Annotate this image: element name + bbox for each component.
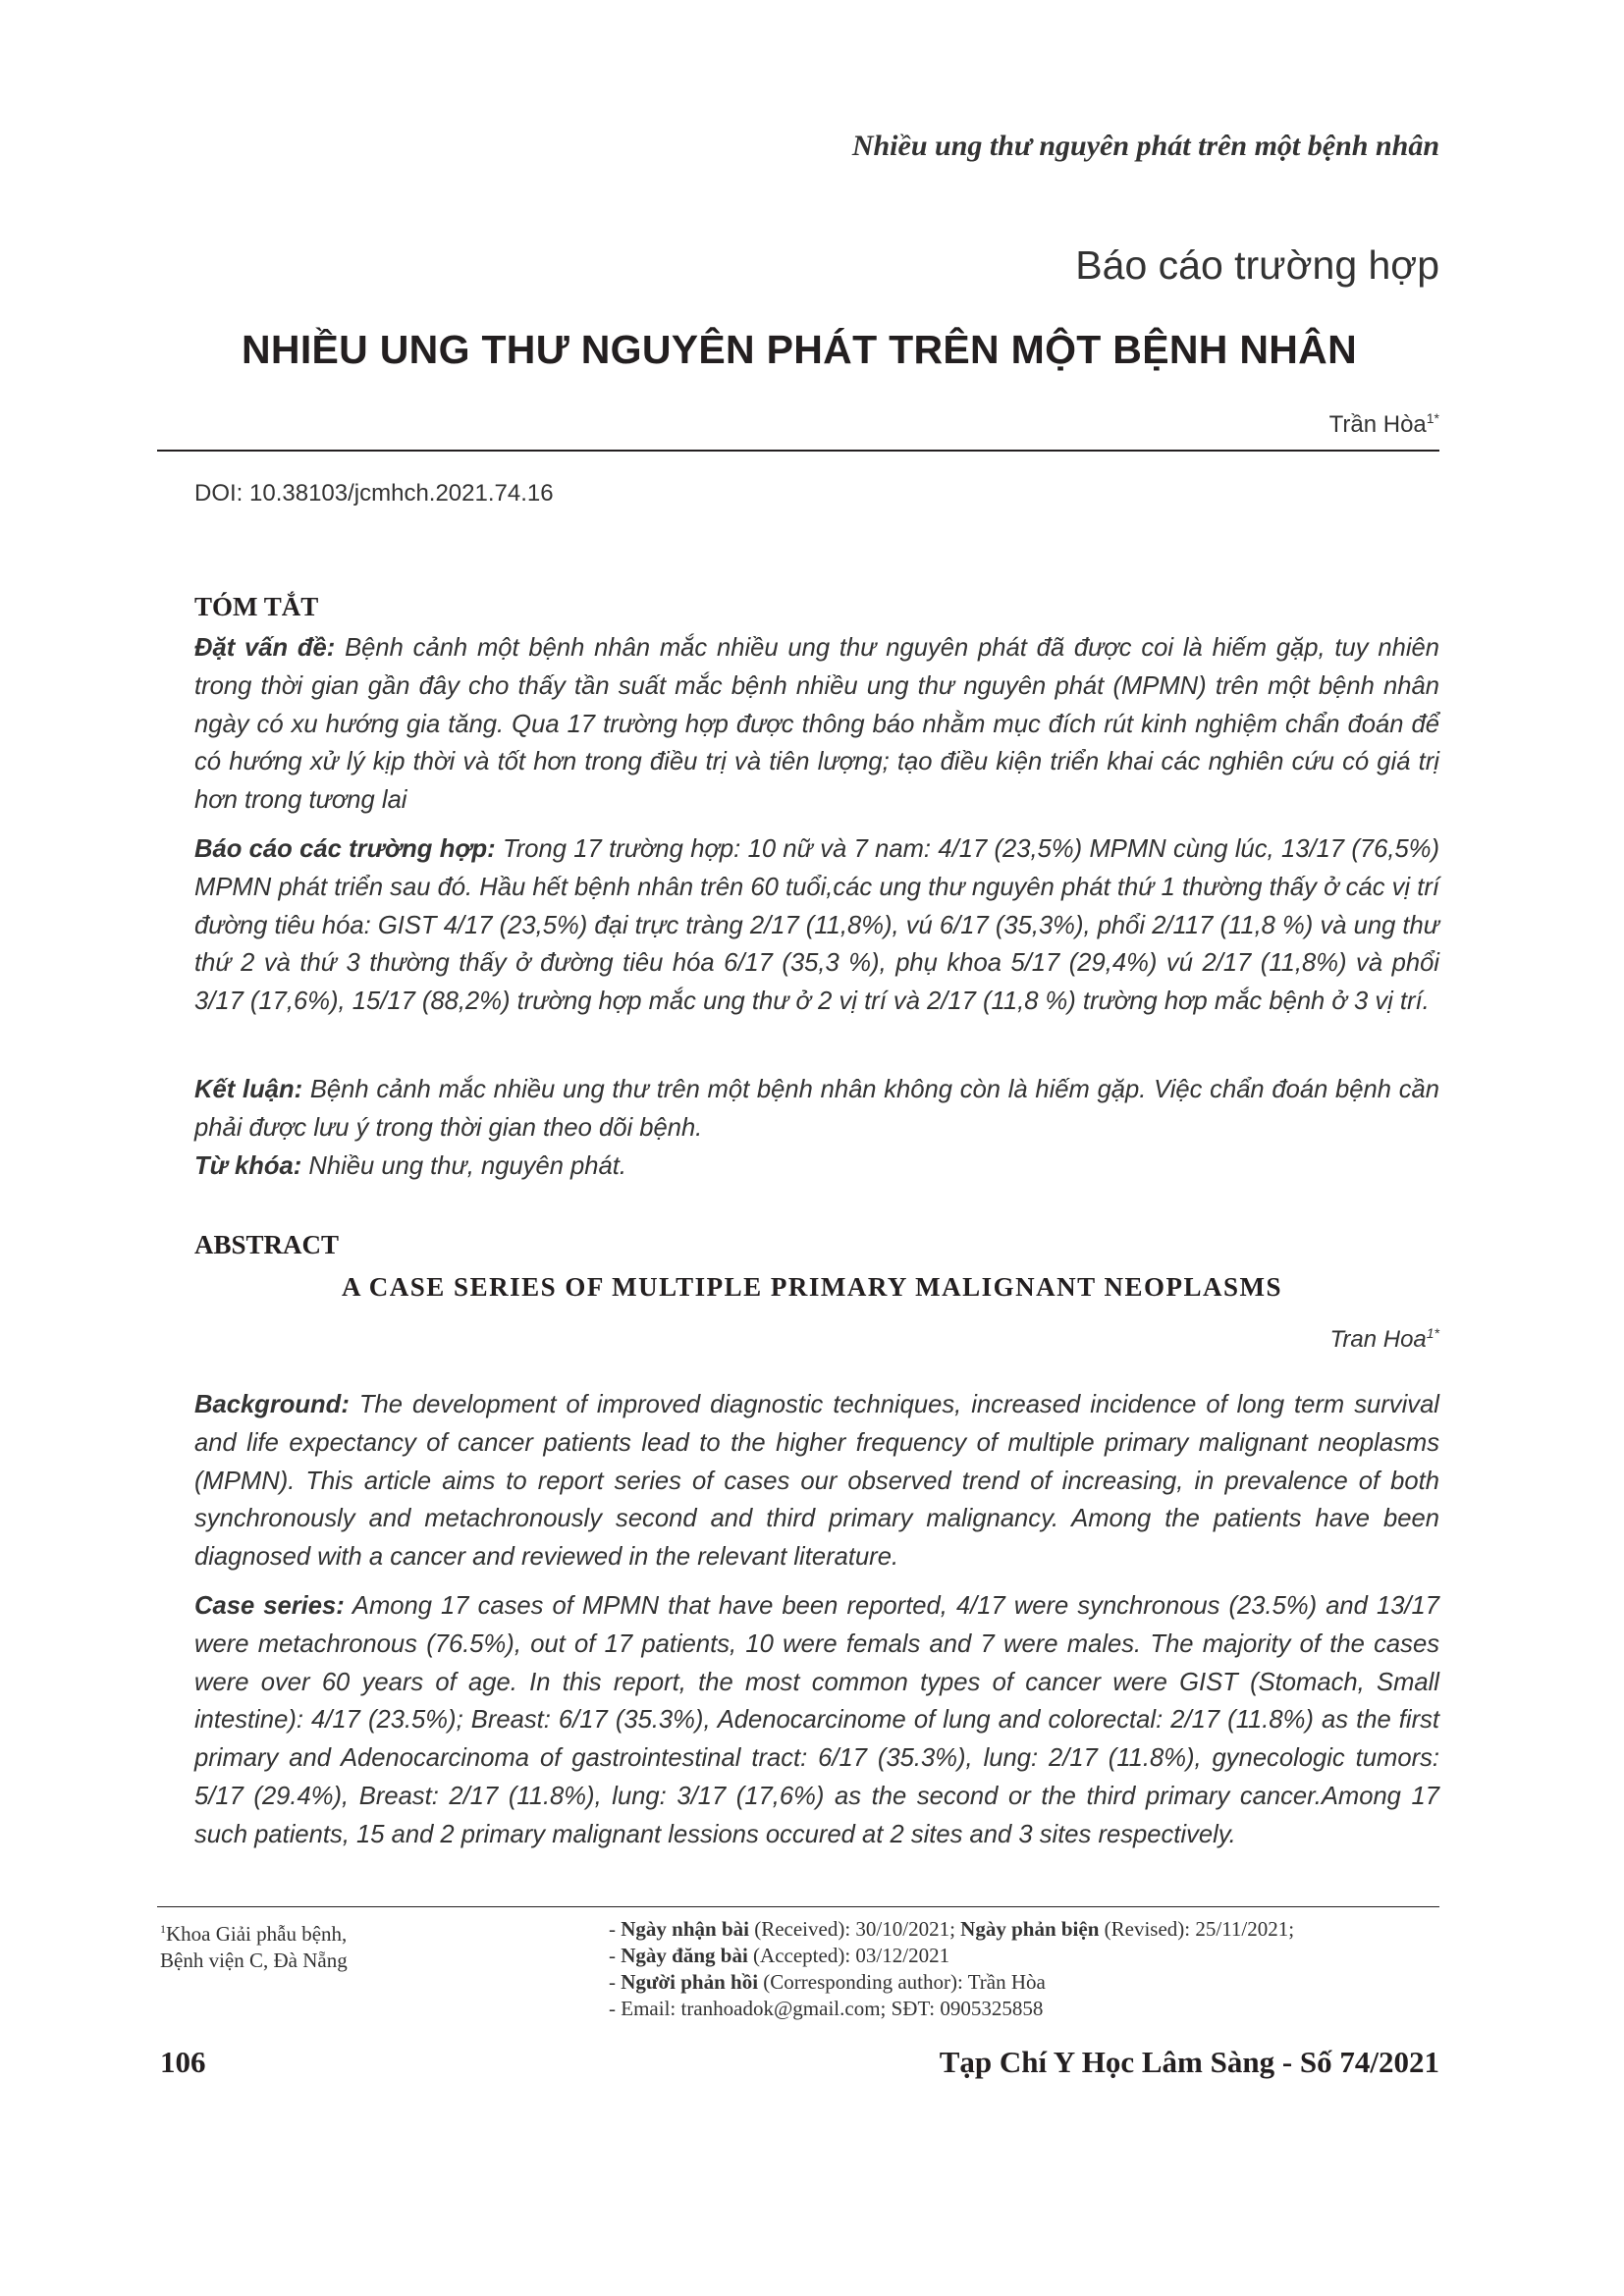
header-rule [157,450,1439,452]
summary-cases-label: Báo cáo các trường hợp: [194,835,496,863]
author-name: Tran Hoa [1329,1326,1427,1353]
abstract-background-label: Background: [194,1391,350,1418]
summary-cases-paragraph [194,830,1439,1021]
section-label: Báo cáo trường hợp [1075,242,1439,288]
abstract-cases-text: Among 17 cases of MPMN that have been reported, 4/17 were synchronous (23.5%) and 13/17 were metachronous (76.5%), out of 17 patients, 10 were femals and 7 were males. The majority of the cases were over 60 years of age. In this report, the most common types of cancer were GIST (Stomach, Small intestine): 4/17 (23.5%); Breast: 6/17 (35.3%), Adenocarcinome of lung and colorectal: 2/17 (11.8%) as the first primary and Adenocarcinoma of gastrointestinal tract: 6/17 (35.3%), lung: 2/17 (11.8%), gynecologic tumors: 5/17 (29.4%), Breast: 2/17 (11.8%), lung: 3/17 (17,6%) as the second or the third primary cancer.Among 17 such patients, 15 and 2 primary malignant lessions occured at 2 sites and 3 sites respectively. [194,1592,1440,1848]
corresponding-line: - Người phản hồi (Corresponding author): Trần Hòa [609,1970,1046,1994]
affiliation-mark: 1 [160,1922,166,1936]
affiliation-line: Bệnh viện C, Đà Nẵng [160,1949,348,1972]
affiliation-line: Khoa Giải phẫu bệnh, [166,1922,348,1946]
received-revised-line: - Ngày nhận bài (Received): 30/10/2021; Ngày phản biện (Revised): 25/11/2021; [609,1917,1295,1941]
summary-background-label: Đặt vấn đề: [194,634,336,662]
summary-cases-text: Trong 17 trường hợp: 10 nữ và 7 nam: 4/17 (23,5%) MPMN cùng lúc, 13/17 (76,5%) MPMN phát triển sau đó. Hầu hết bệnh nhân trên 60 tuổi,các ung thư nguyên phát thứ 1 thường thấy ở các vị trí đường tiêu hóa: GIST 4/17 (23,5%) đại trực tràng 2/17 (11,8%), vú 6/17 (35,3%), phổi 2/117 (11,8 %) và ung thư thứ 2 và thứ 3 thường thấy ở đường tiêu hóa 6/17 (35,3 %), phụ khoa 5/17 (29,4%) vú 2/17 (11,8%) và phổi 3/17 (17,6%), 15/17 (88,2%) trường hợp mắc ung thư ở 2 vị trí và 2/17 (11,8 %) trường hơp mắc bệnh ở 3 vị trí. [194,835,1439,1016]
summary-keywords-label: Từ khóa: [194,1152,302,1180]
abstract-cases-paragraph [194,1587,1439,1854]
page-title: NHIỀU UNG THƯ NGUYÊN PHÁT TRÊN MỘT BỆNH NHÂN [242,327,1357,372]
author-mark: 1* [1426,410,1439,426]
revised-label: Ngày phản biện [960,1917,1100,1941]
accepted-value: (Accepted): 03/12/2021 [747,1944,950,1967]
affiliation-footnote [160,1916,348,1974]
summary-background-text: Bệnh cảnh một bệnh nhân mắc nhiều ung thư nguyên phát đã được coi là hiếm gặp, tuy nhiên trong thời gian gần đây cho thấy tần suất mắc bệnh nhiều ung thư nguyên phát (MPMN) trên một bệnh nhân ngày có xu hướng gia tăng. Qua 17 trường hợp được thông báo nhằm mục đích rút kinh nghiệm chẩn đoán để có hướng xử lý kịp thời và tốt hơn trong điều trị và tiên lượng; tạo điều kiện triển khai các nghiên cứu có giá trị hơn trong tương lai [194,634,1439,815]
abstract-title: A CASE SERIES OF MULTIPLE PRIMARY MALIGNANT NEOPLASMS [342,1272,1282,1302]
summary-keywords-text: Nhiều ung thư, nguyên phát. [301,1152,626,1180]
abstract-background-text: The development of improved diagnostic techniques, increased incidence of long term survival and life expectancy of cancer patients lead to the higher frequency of multiple primary malignant neoplasms (MPMN). This article aims to report series of cases our observed trend of increasing, in prevalence of both synchronously and metachronously second and third primary malignancy. Among the patients have been diagnosed with a cancer and reviewed in the relevant literature. [194,1391,1439,1572]
abstract-background-paragraph [194,1386,1439,1576]
running-head: Nhiều ung thư nguyên phát trên một bệnh nhân [851,130,1439,162]
footnote-rule [157,1906,1439,1907]
accepted-label: Ngày đăng bài [621,1944,748,1967]
summary-conclusion-label: Kết luận: [194,1076,303,1103]
received-value: (Received): 30/10/2021; [748,1917,961,1941]
contact-value[interactable]: Email: tranhoadok@gmail.com; SĐT: 0905325858 [621,1997,1044,2020]
abstract-heading: ABSTRACT [194,1230,340,1259]
summary-conclusion-text: Bệnh cảnh mắc nhiều ung thư trên một bệnh nhân không còn là hiếm gặp. Việc chẩn đoán bệnh cần phải được lưu ý trong thời gian theo dõi bệnh. [194,1076,1439,1142]
accepted-line: - Ngày đăng bài (Accepted): 03/12/2021 [609,1944,950,1967]
author-vi [1329,410,1439,439]
doi-link[interactable]: DOI: 10.38103/jcmhch.2021.74.16 [194,480,554,507]
article-dates-footnote [609,1916,1294,2022]
author-mark: 1* [1426,1325,1439,1341]
contact-line: - Email: tranhoadok@gmail.com; SĐT: 0905325858 [609,1997,1044,2020]
author-name: Trần Hòa [1328,411,1427,438]
received-label: Ngày nhận bài [621,1917,749,1941]
page-number: 106 [160,2045,206,2079]
summary-keywords-paragraph [194,1148,1439,1186]
summary-background-paragraph [194,629,1439,820]
corresponding-value: (Corresponding author): Trần Hòa [758,1970,1046,1994]
summary-heading: TÓM TẮT [194,592,319,621]
corresponding-label: Người phản hồi [621,1970,759,1994]
author-en [1330,1325,1440,1354]
summary-conclusion-paragraph [194,1071,1439,1148]
abstract-cases-label: Case series: [194,1592,345,1620]
revised-value: (Revised): 25/11/2021; [1099,1917,1295,1941]
journal-name: Tạp Chí Y Học Lâm Sàng - Số 74/2021 [939,2045,1439,2079]
